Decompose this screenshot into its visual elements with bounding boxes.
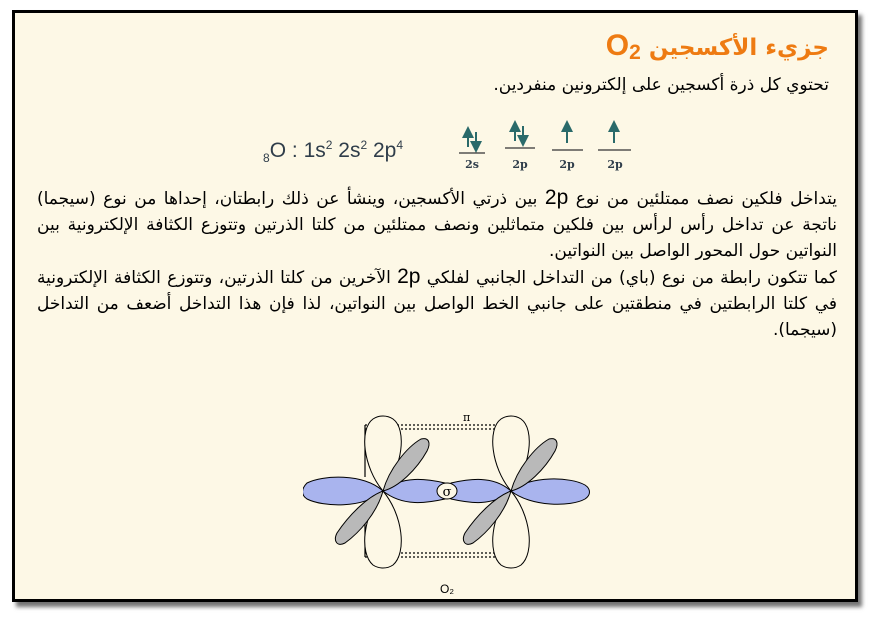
page-title xyxy=(606,29,829,65)
orbital-box-2p xyxy=(598,126,631,171)
orbital-label: 2s xyxy=(465,158,479,171)
sigma-paragraph: يتداخل فلكين نصف ممتلئين من نوع 2p بين ذرتي الأكسجين، وينشأ عن ذلك رابطتان، إحداها من نوع (سيجما) ناتجة عن تداخل رأس لرأس بين فلكين متماثلين ونصف ممتلئين من كلتا الذرتين وتتوزع الكثافة الإلكترونية بين النواتين حول المحور الواصل بين النواتين. xyxy=(37,186,838,261)
orbital-box-2p xyxy=(552,126,583,171)
element-symbol: O xyxy=(269,139,287,162)
content-card xyxy=(12,10,858,602)
sigma-label: σ xyxy=(442,485,452,500)
orbital-term: 2p xyxy=(397,265,421,288)
electron-configuration xyxy=(263,138,403,165)
pi-label: π xyxy=(463,411,471,424)
atom-left xyxy=(303,416,450,568)
orbital-label: 2p xyxy=(512,158,528,171)
atom-right xyxy=(447,416,590,568)
orbital-term: 2p xyxy=(544,186,569,209)
bonding-explanation xyxy=(37,185,837,343)
orbital-box-2p xyxy=(505,126,535,171)
pi-paragraph: كما تتكون رابطة من نوع (باي) من التداخل الجانبي لفلكي 2p الآخرين من كلتا الذرتين، وتتوزع الكثافة الإلكترونية في كلتا الرابطتين في منطقتين على جانبي الخط الواصل بين النواتين، لذا فإن هذا التداخل أضعف من التداخل (سيجما). xyxy=(37,265,838,340)
orbital-diagram xyxy=(457,113,637,173)
config-separator: : xyxy=(291,139,298,162)
title-formula: $O_2$ xyxy=(605,29,641,64)
o2-bonding-diagram xyxy=(303,407,603,602)
config-term: $1s^2$ xyxy=(303,138,333,162)
orbital-box-2s xyxy=(459,132,485,171)
diagram-caption: O₂ xyxy=(440,582,454,596)
title-text: جزيء الأكسجين xyxy=(648,35,829,61)
atomic-number: 8 xyxy=(263,151,270,166)
orbital-label: 2p xyxy=(559,158,575,171)
orbital-label: 2p xyxy=(607,158,623,171)
intro-text: تحتوي كل ذرة أكسجين على إلكترونين منفردين. xyxy=(493,75,829,95)
config-term: $2p^4$ xyxy=(373,138,404,162)
config-term: $2s^2$ xyxy=(338,138,368,162)
